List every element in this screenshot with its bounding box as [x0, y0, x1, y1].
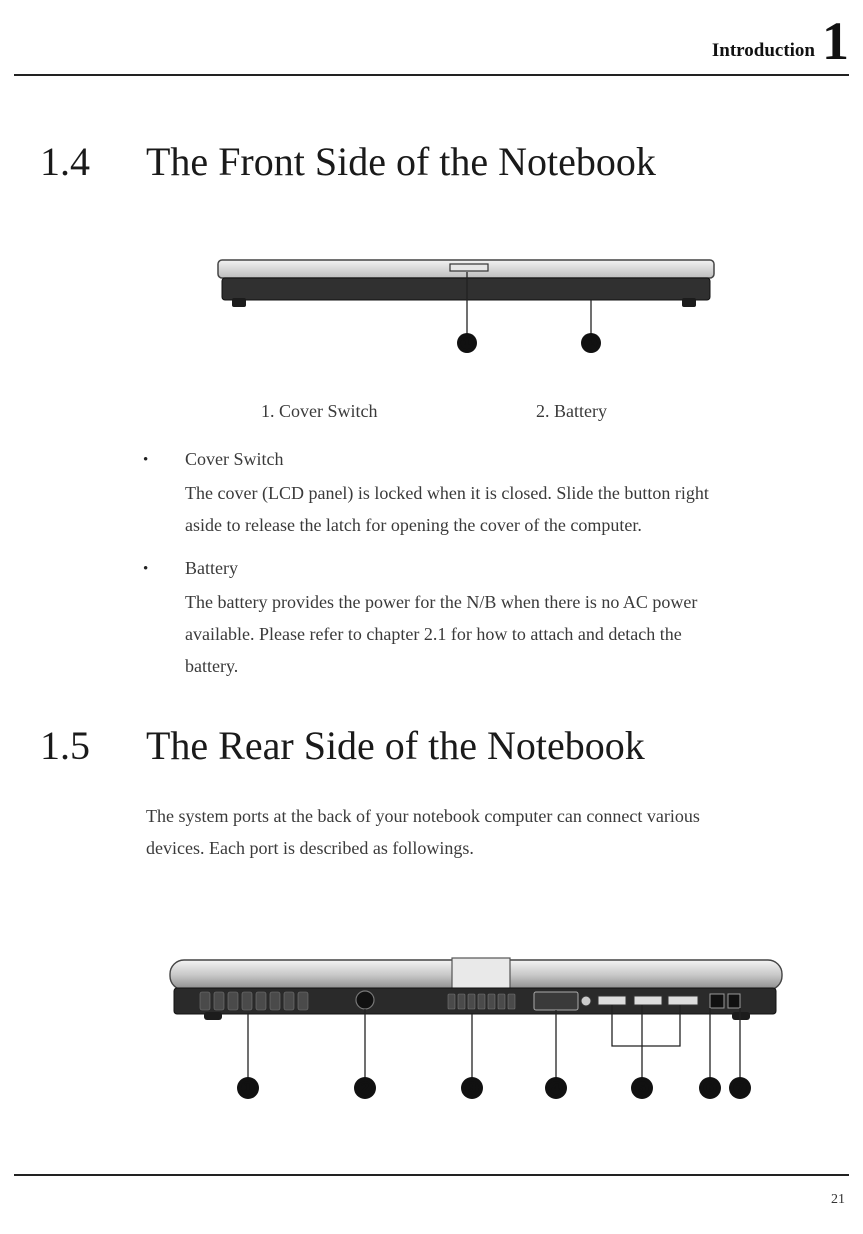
rear-callout-4: ❹ — [548, 1078, 564, 1099]
rear-callout-1: ❶ — [240, 1078, 256, 1099]
bullet-title-battery: Battery — [185, 558, 238, 578]
rear-notebook-illustration — [160, 950, 800, 1130]
rear-callout-lines — [248, 1005, 740, 1078]
header-rule — [14, 74, 849, 76]
intro-line: devices. Each port is described as followings. — [146, 838, 474, 858]
hinge-center — [452, 958, 510, 992]
body-line: The battery provides the power for the N/B when there is no AC power — [185, 592, 698, 612]
rear-callout-7: ❼ — [732, 1078, 748, 1099]
page-number: 21 — [831, 1192, 845, 1207]
usb-port-1 — [598, 996, 626, 1005]
bullet-marker: • — [143, 561, 149, 577]
body-line: The cover (LCD panel) is locked when it is closed. Slide the button right — [185, 483, 709, 503]
vga-port — [534, 992, 578, 1010]
dc-in-port — [356, 991, 374, 1009]
caption-battery: 2. Battery — [536, 401, 607, 421]
bullet-body-battery — [185, 586, 835, 682]
cover-switch — [450, 264, 488, 271]
rear-callout-3: ❸ — [464, 1078, 480, 1099]
rear-callout-6: ❻ — [702, 1078, 718, 1099]
chapter-number: 1 — [822, 11, 849, 71]
intro-line: The system ports at the back of your notebook computer can connect various — [146, 806, 700, 826]
body-line: battery. — [185, 656, 239, 676]
foot-left — [232, 298, 246, 307]
usb-port-3 — [668, 996, 698, 1005]
bullet-title-cover-switch: Cover Switch — [185, 449, 284, 469]
rear-foot-right — [732, 1012, 750, 1020]
lan-port — [710, 994, 724, 1008]
rear-foot-left — [204, 1012, 222, 1020]
section-title: The Front Side of the Notebook — [146, 139, 656, 184]
section-number: 1.4 — [40, 139, 90, 184]
section-number: 1.5 — [40, 723, 90, 768]
rear-callout-5: ❺ — [634, 1078, 650, 1099]
modem-port — [728, 994, 740, 1008]
body-line: available. Please refer to chapter 2.1 for how to attach and detach the — [185, 624, 682, 644]
usb-port-2 — [634, 996, 662, 1005]
foot-right — [682, 298, 696, 307]
vent-middle — [448, 994, 515, 1009]
bullet-marker: • — [143, 452, 149, 468]
callout-1: ❶ — [459, 334, 475, 354]
callout-2: ❷ — [583, 334, 599, 354]
section-intro — [146, 800, 836, 864]
section-title: The Rear Side of the Notebook — [146, 723, 645, 768]
body-line: aside to release the latch for opening the cover of the computer. — [185, 515, 642, 535]
footer-rule — [14, 1174, 849, 1176]
screw — [581, 996, 591, 1006]
bullet-body-cover-switch — [185, 477, 835, 541]
chapter-header-label: Introduction — [711, 40, 815, 61]
front-notebook-illustration — [200, 250, 740, 360]
rear-callout-badges — [237, 1077, 751, 1099]
caption-cover-switch: 1. Cover Switch — [261, 401, 378, 421]
base — [222, 278, 710, 300]
rear-callout-2: ❷ — [357, 1078, 373, 1099]
